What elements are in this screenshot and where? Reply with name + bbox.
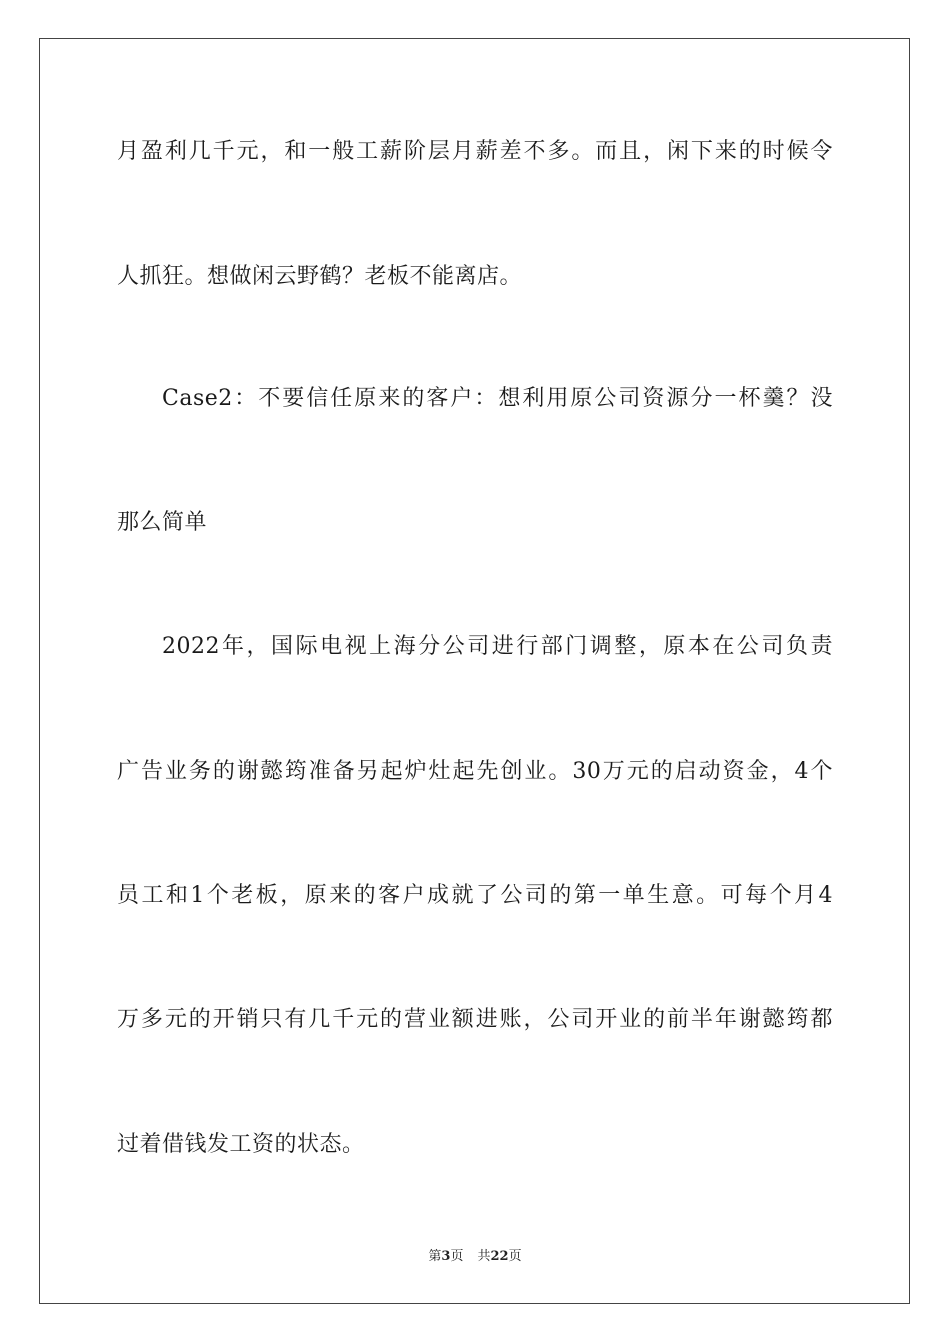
paragraph-line-3: Case2：不要信任原来的客户：想利用原公司资源分一杯羹？没 — [162, 386, 833, 411]
paragraph-line-1: 月盈利几千元，和一般工薪阶层月薪差不多。而且，闲下来的时候令 — [117, 139, 833, 164]
footer-page-suffix: 页 — [450, 1249, 464, 1264]
paragraph-line-2: 人抓狂。想做闲云野鹤？老板不能离店。 — [117, 264, 523, 289]
footer-total-suffix: 页 — [508, 1249, 522, 1264]
paragraph-line-6: 广告业务的谢懿筠准备另起炉灶起先创业。30万元的启动资金，4个 — [117, 759, 833, 784]
footer-page-total: 22 — [490, 1249, 509, 1264]
paragraph-line-8: 万多元的开销只有几千元的营业额进账，公司开业的前半年谢懿筠都 — [117, 1007, 833, 1032]
footer-page-prefix: 第 — [428, 1249, 442, 1264]
paragraph-line-9: 过着借钱发工资的状态。 — [117, 1132, 365, 1157]
footer-page-current: 3 — [441, 1249, 451, 1264]
paragraph-line-7: 员工和1个老板，原来的客户成就了公司的第一单生意。可每个月4 — [117, 883, 833, 908]
page-footer — [0, 1248, 950, 1266]
paragraph-line-5: 2022年，国际电视上海分公司进行部门调整，原本在公司负责 — [162, 634, 833, 659]
page-frame — [39, 38, 910, 1304]
paragraph-line-4: 那么简单 — [117, 510, 208, 535]
footer-total-prefix: 共 — [477, 1249, 491, 1264]
